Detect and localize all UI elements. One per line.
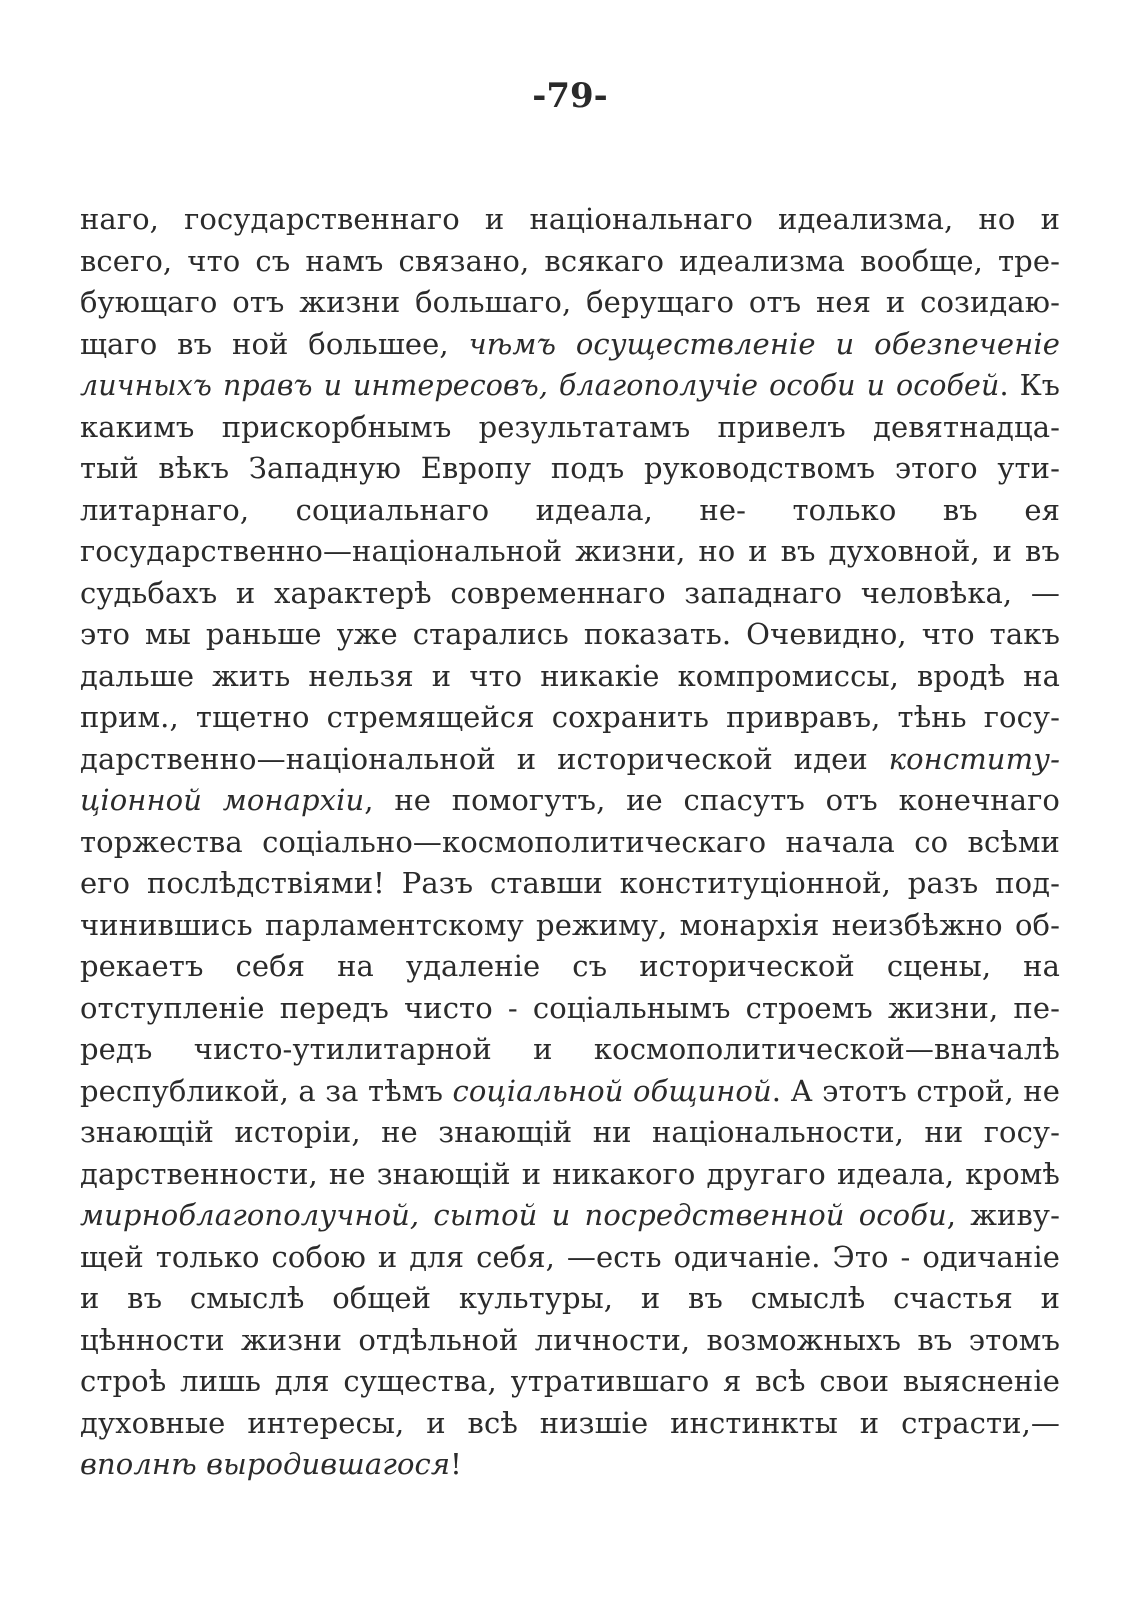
text-segment: дарственности, не знающій и никакого другаго идеала, кромѣ bbox=[80, 1156, 1060, 1191]
text-segment: . А этотъ строй, не bbox=[771, 1073, 1060, 1108]
text-line bbox=[80, 1237, 1060, 1279]
text-segment: редъ чисто-утилитарной и космополитической—вначалѣ bbox=[80, 1032, 1060, 1066]
text-segment: литарнаго, социальнаго идеала, не- только въ ея bbox=[80, 492, 1060, 527]
text-segment: рекаетъ себя на удаленіе съ исторической сцены, на bbox=[80, 949, 1060, 983]
text-line bbox=[80, 863, 1060, 905]
text-segment: наго, государственнаго и національнаго идеализма, но и bbox=[80, 202, 1060, 236]
text-segment: торжества соціально—космополитическаго начала со всѣми bbox=[80, 824, 1060, 859]
text-segment: цѣнности жизни отдѣльной личности, возможныхъ въ этомъ bbox=[80, 1322, 1060, 1357]
italic-text: конститу- bbox=[888, 741, 1060, 776]
text-line bbox=[80, 448, 1060, 490]
text-segment: бующаго отъ жизни большаго, берущаго отъ нея и созидаю- bbox=[80, 285, 1060, 319]
text-line bbox=[80, 822, 1060, 864]
text-segment: всего, что съ намъ связано, всякаго идеализма вообще, тре- bbox=[80, 243, 1060, 278]
text-line bbox=[80, 1154, 1060, 1196]
text-line bbox=[80, 1361, 1060, 1403]
italic-text: соціальной общиной bbox=[452, 1073, 772, 1108]
text-line bbox=[80, 1071, 1060, 1113]
text-segment: чинившись парламентскому режиму, монархія неизбѣжно об- bbox=[80, 907, 1060, 942]
text-segment: щей только собою и для себя, —есть одичаніе. Это - одичаніе bbox=[80, 1239, 1060, 1274]
text-line bbox=[80, 573, 1060, 615]
text-segment: духовные интересы, и всѣ низшіе инстинкты и страсти,— bbox=[80, 1405, 1060, 1440]
text-line bbox=[80, 1320, 1060, 1362]
text-line bbox=[80, 241, 1060, 283]
text-line bbox=[80, 614, 1060, 656]
text-segment: республикой, а за тѣмъ bbox=[80, 1073, 453, 1108]
italic-text: чѣмъ осуществленіе и обезпеченіе bbox=[468, 326, 1060, 361]
text-segment: тый вѣкъ Западную Европу подъ руководствомъ этого ути- bbox=[80, 451, 1060, 485]
text-segment: . Къ bbox=[999, 369, 1060, 402]
italic-text: ціонной монархіи bbox=[80, 783, 365, 817]
text-segment: , не помогутъ, ие спасутъ отъ конечнаго bbox=[364, 783, 1060, 817]
text-line bbox=[80, 988, 1060, 1030]
text-line bbox=[80, 1444, 1060, 1486]
italic-text: вполнѣ выродившагося bbox=[80, 1447, 451, 1481]
text-segment: прим., тщетно стремящейся сохранить привравъ, тѣнь госу- bbox=[80, 700, 1060, 734]
page-number: -79- bbox=[532, 76, 608, 116]
text-line bbox=[80, 531, 1060, 573]
text-segment: его послѣдствіями! Разъ ставши конституціонной, разъ под- bbox=[80, 866, 1060, 900]
text-segment: отступленіе передъ чисто - соціальнымъ строемъ жизни, пе- bbox=[80, 990, 1060, 1025]
text-line bbox=[80, 199, 1060, 241]
text-segment: и въ смыслѣ общей культуры, и въ смыслѣ счастья и bbox=[80, 1281, 1060, 1315]
text-line bbox=[80, 739, 1060, 781]
text-line bbox=[80, 490, 1060, 532]
text-segment: дальше жить нельзя и что никакіе компромиссы, вродѣ на bbox=[80, 658, 1060, 693]
text-segment: щаго въ ной большее, bbox=[80, 326, 469, 361]
text-segment: , живу- bbox=[946, 1198, 1060, 1232]
text-line bbox=[80, 780, 1060, 822]
text-line bbox=[80, 905, 1060, 947]
text-line bbox=[80, 697, 1060, 739]
text-line bbox=[80, 1029, 1060, 1071]
text-line bbox=[80, 946, 1060, 988]
text-segment: строѣ лишь для существа, утратившаго я всѣ свои выясненіе bbox=[80, 1364, 1060, 1398]
text-segment: ! bbox=[450, 1447, 462, 1481]
text-line bbox=[80, 365, 1060, 407]
italic-text: мирноблагополучной, сытой и посредственной особи bbox=[80, 1198, 947, 1232]
text-line bbox=[80, 407, 1060, 449]
text-line bbox=[80, 1278, 1060, 1320]
body-text bbox=[80, 199, 1060, 1486]
text-line bbox=[80, 1112, 1060, 1154]
italic-text: личныхъ правъ и интересовъ, благополучіе особи и особей bbox=[80, 369, 1000, 402]
text-line bbox=[80, 1195, 1060, 1237]
text-line bbox=[80, 324, 1060, 366]
text-segment: судьбахъ и характерѣ современнаго западнаго человѣка, — bbox=[80, 575, 1060, 610]
text-line bbox=[80, 282, 1060, 324]
text-segment: дарственно—національной и исторической идеи bbox=[80, 741, 889, 776]
text-segment: государственно—національной жизни, но и въ духовной, и въ bbox=[80, 534, 1060, 568]
text-segment: знающій исторіи, не знающій ни національности, ни госу- bbox=[80, 1115, 1060, 1149]
text-segment: это мы раньше уже старались показать. Очевидно, что такъ bbox=[80, 617, 1060, 651]
text-line bbox=[80, 1403, 1060, 1445]
text-segment: какимъ прискорбнымъ результатамъ привелъ девятнадца- bbox=[80, 409, 1060, 444]
text-line bbox=[80, 656, 1060, 698]
